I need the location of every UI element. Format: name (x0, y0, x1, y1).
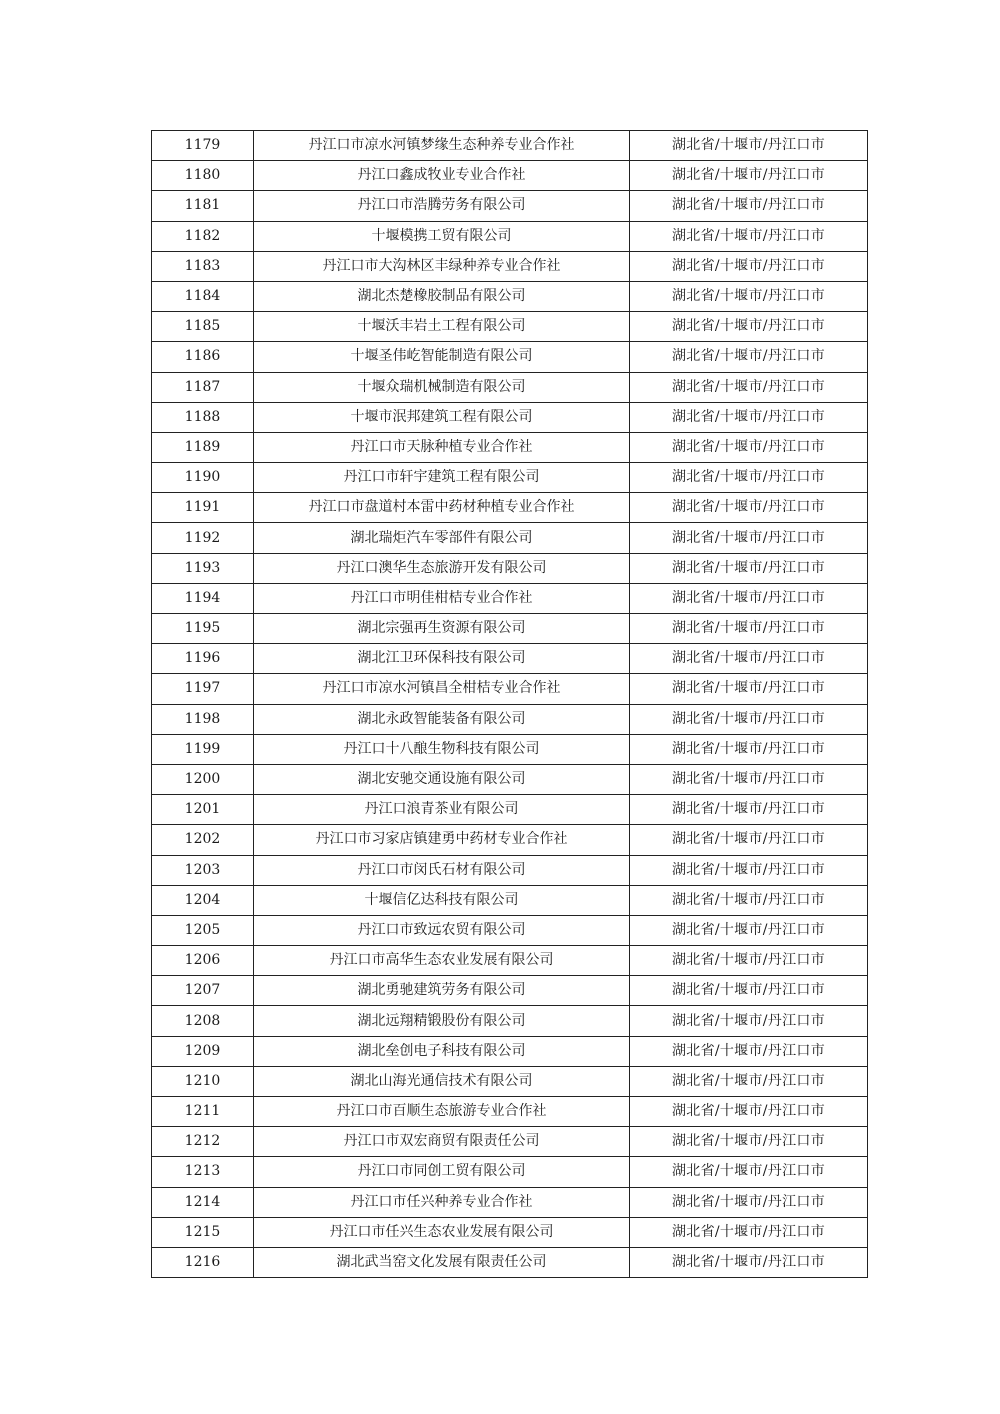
region-cell: 湖北省/十堰市/丹江口市 (630, 131, 868, 161)
row-number-cell: 1200 (152, 764, 254, 794)
table-row (152, 432, 868, 462)
table-row (152, 553, 868, 583)
row-number-cell: 1208 (152, 1006, 254, 1036)
region-cell: 湖北省/十堰市/丹江口市 (630, 432, 868, 462)
row-number-cell: 1206 (152, 946, 254, 976)
region-cell: 湖北省/十堰市/丹江口市 (630, 342, 868, 372)
region-cell: 湖北省/十堰市/丹江口市 (630, 674, 868, 704)
company-name-cell: 丹江口市百顺生态旅游专业合作社 (254, 1097, 630, 1127)
table-row (152, 976, 868, 1006)
row-number-cell: 1189 (152, 432, 254, 462)
company-name-cell: 丹江口市闵氏石材有限公司 (254, 855, 630, 885)
table-row (152, 463, 868, 493)
region-cell: 湖北省/十堰市/丹江口市 (630, 312, 868, 342)
row-number-cell: 1204 (152, 885, 254, 915)
company-name-cell: 丹江口鑫成牧业专业合作社 (254, 161, 630, 191)
table-row (152, 493, 868, 523)
table-row (152, 1187, 868, 1217)
region-cell: 湖北省/十堰市/丹江口市 (630, 764, 868, 794)
row-number-cell: 1213 (152, 1157, 254, 1187)
row-number-cell: 1187 (152, 372, 254, 402)
row-number-cell: 1179 (152, 131, 254, 161)
table-row (152, 251, 868, 281)
row-number-cell: 1201 (152, 795, 254, 825)
company-name-cell: 十堰市泯邦建筑工程有限公司 (254, 402, 630, 432)
company-name-cell: 湖北勇驰建筑劳务有限公司 (254, 976, 630, 1006)
region-cell: 湖北省/十堰市/丹江口市 (630, 463, 868, 493)
row-number-cell: 1183 (152, 251, 254, 281)
region-cell: 湖北省/十堰市/丹江口市 (630, 372, 868, 402)
company-name-cell: 丹江口澳华生态旅游开发有限公司 (254, 553, 630, 583)
region-cell: 湖北省/十堰市/丹江口市 (630, 1187, 868, 1217)
company-name-cell: 丹江口市任兴种养专业合作社 (254, 1187, 630, 1217)
company-name-cell: 丹江口市双宏商贸有限责任公司 (254, 1127, 630, 1157)
region-cell: 湖北省/十堰市/丹江口市 (630, 825, 868, 855)
company-name-cell: 十堰众瑞机械制造有限公司 (254, 372, 630, 402)
table-row (152, 704, 868, 734)
table-row (152, 614, 868, 644)
region-cell: 湖北省/十堰市/丹江口市 (630, 1097, 868, 1127)
region-cell: 湖北省/十堰市/丹江口市 (630, 221, 868, 251)
table-row (152, 1247, 868, 1277)
region-cell: 湖北省/十堰市/丹江口市 (630, 734, 868, 764)
company-name-cell: 丹江口浪青茶业有限公司 (254, 795, 630, 825)
table-row (152, 402, 868, 432)
table-row (152, 342, 868, 372)
table-row (152, 131, 868, 161)
table-row (152, 1097, 868, 1127)
region-cell: 湖北省/十堰市/丹江口市 (630, 885, 868, 915)
region-cell: 湖北省/十堰市/丹江口市 (630, 1217, 868, 1247)
company-name-cell: 丹江口市习家店镇建勇中药材专业合作社 (254, 825, 630, 855)
company-name-cell: 十堰圣伟屹智能制造有限公司 (254, 342, 630, 372)
company-name-cell: 湖北杰楚橡胶制品有限公司 (254, 281, 630, 311)
row-number-cell: 1207 (152, 976, 254, 1006)
region-cell: 湖北省/十堰市/丹江口市 (630, 281, 868, 311)
row-number-cell: 1199 (152, 734, 254, 764)
table-row (152, 583, 868, 613)
region-cell: 湖北省/十堰市/丹江口市 (630, 976, 868, 1006)
company-name-cell: 湖北永政智能装备有限公司 (254, 704, 630, 734)
table-row (152, 644, 868, 674)
row-number-cell: 1184 (152, 281, 254, 311)
company-name-cell: 湖北远翔精锻股份有限公司 (254, 1006, 630, 1036)
region-cell: 湖北省/十堰市/丹江口市 (630, 946, 868, 976)
company-name-cell: 丹江口市致远农贸有限公司 (254, 915, 630, 945)
row-number-cell: 1180 (152, 161, 254, 191)
company-name-cell: 丹江口十八酿生物科技有限公司 (254, 734, 630, 764)
company-name-cell: 丹江口市凉水河镇梦缘生态种养专业合作社 (254, 131, 630, 161)
table-row (152, 915, 868, 945)
company-name-cell: 丹江口市明佳柑桔专业合作社 (254, 583, 630, 613)
row-number-cell: 1215 (152, 1217, 254, 1247)
table-row (152, 1006, 868, 1036)
company-name-cell: 丹江口市天脉种植专业合作社 (254, 432, 630, 462)
row-number-cell: 1197 (152, 674, 254, 704)
company-name-cell: 十堰沃丰岩土工程有限公司 (254, 312, 630, 342)
table-row (152, 312, 868, 342)
table-row (152, 191, 868, 221)
table-row (152, 372, 868, 402)
table-row (152, 1036, 868, 1066)
row-number-cell: 1188 (152, 402, 254, 432)
company-name-cell: 丹江口市同创工贸有限公司 (254, 1157, 630, 1187)
row-number-cell: 1185 (152, 312, 254, 342)
row-number-cell: 1210 (152, 1066, 254, 1096)
company-name-cell: 丹江口市浩腾劳务有限公司 (254, 191, 630, 221)
region-cell: 湖北省/十堰市/丹江口市 (630, 644, 868, 674)
region-cell: 湖北省/十堰市/丹江口市 (630, 795, 868, 825)
row-number-cell: 1202 (152, 825, 254, 855)
table-row (152, 1157, 868, 1187)
table-row (152, 795, 868, 825)
company-name-cell: 十堰模携工贸有限公司 (254, 221, 630, 251)
table-row (152, 946, 868, 976)
region-cell: 湖北省/十堰市/丹江口市 (630, 704, 868, 734)
company-list-table (151, 130, 868, 1278)
region-cell: 湖北省/十堰市/丹江口市 (630, 1247, 868, 1277)
region-cell: 湖北省/十堰市/丹江口市 (630, 402, 868, 432)
table-row (152, 281, 868, 311)
region-cell: 湖北省/十堰市/丹江口市 (630, 915, 868, 945)
table-row (152, 734, 868, 764)
table-body (152, 131, 868, 1278)
company-name-cell: 湖北宗强再生资源有限公司 (254, 614, 630, 644)
region-cell: 湖北省/十堰市/丹江口市 (630, 523, 868, 553)
region-cell: 湖北省/十堰市/丹江口市 (630, 583, 868, 613)
row-number-cell: 1193 (152, 553, 254, 583)
row-number-cell: 1186 (152, 342, 254, 372)
row-number-cell: 1192 (152, 523, 254, 553)
table-row (152, 825, 868, 855)
region-cell: 湖北省/十堰市/丹江口市 (630, 493, 868, 523)
region-cell: 湖北省/十堰市/丹江口市 (630, 855, 868, 885)
row-number-cell: 1214 (152, 1187, 254, 1217)
row-number-cell: 1194 (152, 583, 254, 613)
region-cell: 湖北省/十堰市/丹江口市 (630, 1006, 868, 1036)
table-row (152, 1127, 868, 1157)
table-row (152, 764, 868, 794)
table-row (152, 885, 868, 915)
region-cell: 湖北省/十堰市/丹江口市 (630, 1157, 868, 1187)
row-number-cell: 1181 (152, 191, 254, 221)
table-row (152, 221, 868, 251)
company-name-cell: 丹江口市任兴生态农业发展有限公司 (254, 1217, 630, 1247)
row-number-cell: 1209 (152, 1036, 254, 1066)
company-name-cell: 丹江口市高华生态农业发展有限公司 (254, 946, 630, 976)
row-number-cell: 1198 (152, 704, 254, 734)
region-cell: 湖北省/十堰市/丹江口市 (630, 1036, 868, 1066)
company-name-cell: 湖北武当窑文化发展有限责任公司 (254, 1247, 630, 1277)
company-name-cell: 湖北垒创电子科技有限公司 (254, 1036, 630, 1066)
table-row (152, 855, 868, 885)
company-name-cell: 十堰信亿达科技有限公司 (254, 885, 630, 915)
company-name-cell: 丹江口市凉水河镇昌全柑桔专业合作社 (254, 674, 630, 704)
row-number-cell: 1195 (152, 614, 254, 644)
row-number-cell: 1182 (152, 221, 254, 251)
row-number-cell: 1196 (152, 644, 254, 674)
region-cell: 湖北省/十堰市/丹江口市 (630, 161, 868, 191)
row-number-cell: 1191 (152, 493, 254, 523)
company-name-cell: 丹江口市轩宇建筑工程有限公司 (254, 463, 630, 493)
table-row (152, 1066, 868, 1096)
row-number-cell: 1190 (152, 463, 254, 493)
table-row (152, 1217, 868, 1247)
company-name-cell: 丹江口市盘道村本雷中药材种植专业合作社 (254, 493, 630, 523)
region-cell: 湖北省/十堰市/丹江口市 (630, 1066, 868, 1096)
region-cell: 湖北省/十堰市/丹江口市 (630, 1127, 868, 1157)
region-cell: 湖北省/十堰市/丹江口市 (630, 191, 868, 221)
table-row (152, 161, 868, 191)
table-row (152, 674, 868, 704)
row-number-cell: 1205 (152, 915, 254, 945)
row-number-cell: 1212 (152, 1127, 254, 1157)
row-number-cell: 1216 (152, 1247, 254, 1277)
company-name-cell: 湖北江卫环保科技有限公司 (254, 644, 630, 674)
company-name-cell: 湖北瑞炬汽车零部件有限公司 (254, 523, 630, 553)
row-number-cell: 1203 (152, 855, 254, 885)
row-number-cell: 1211 (152, 1097, 254, 1127)
company-name-cell: 丹江口市大沟林区丰绿种养专业合作社 (254, 251, 630, 281)
company-name-cell: 湖北安驰交通设施有限公司 (254, 764, 630, 794)
table-row (152, 523, 868, 553)
region-cell: 湖北省/十堰市/丹江口市 (630, 614, 868, 644)
region-cell: 湖北省/十堰市/丹江口市 (630, 553, 868, 583)
region-cell: 湖北省/十堰市/丹江口市 (630, 251, 868, 281)
company-name-cell: 湖北山海光通信技术有限公司 (254, 1066, 630, 1096)
